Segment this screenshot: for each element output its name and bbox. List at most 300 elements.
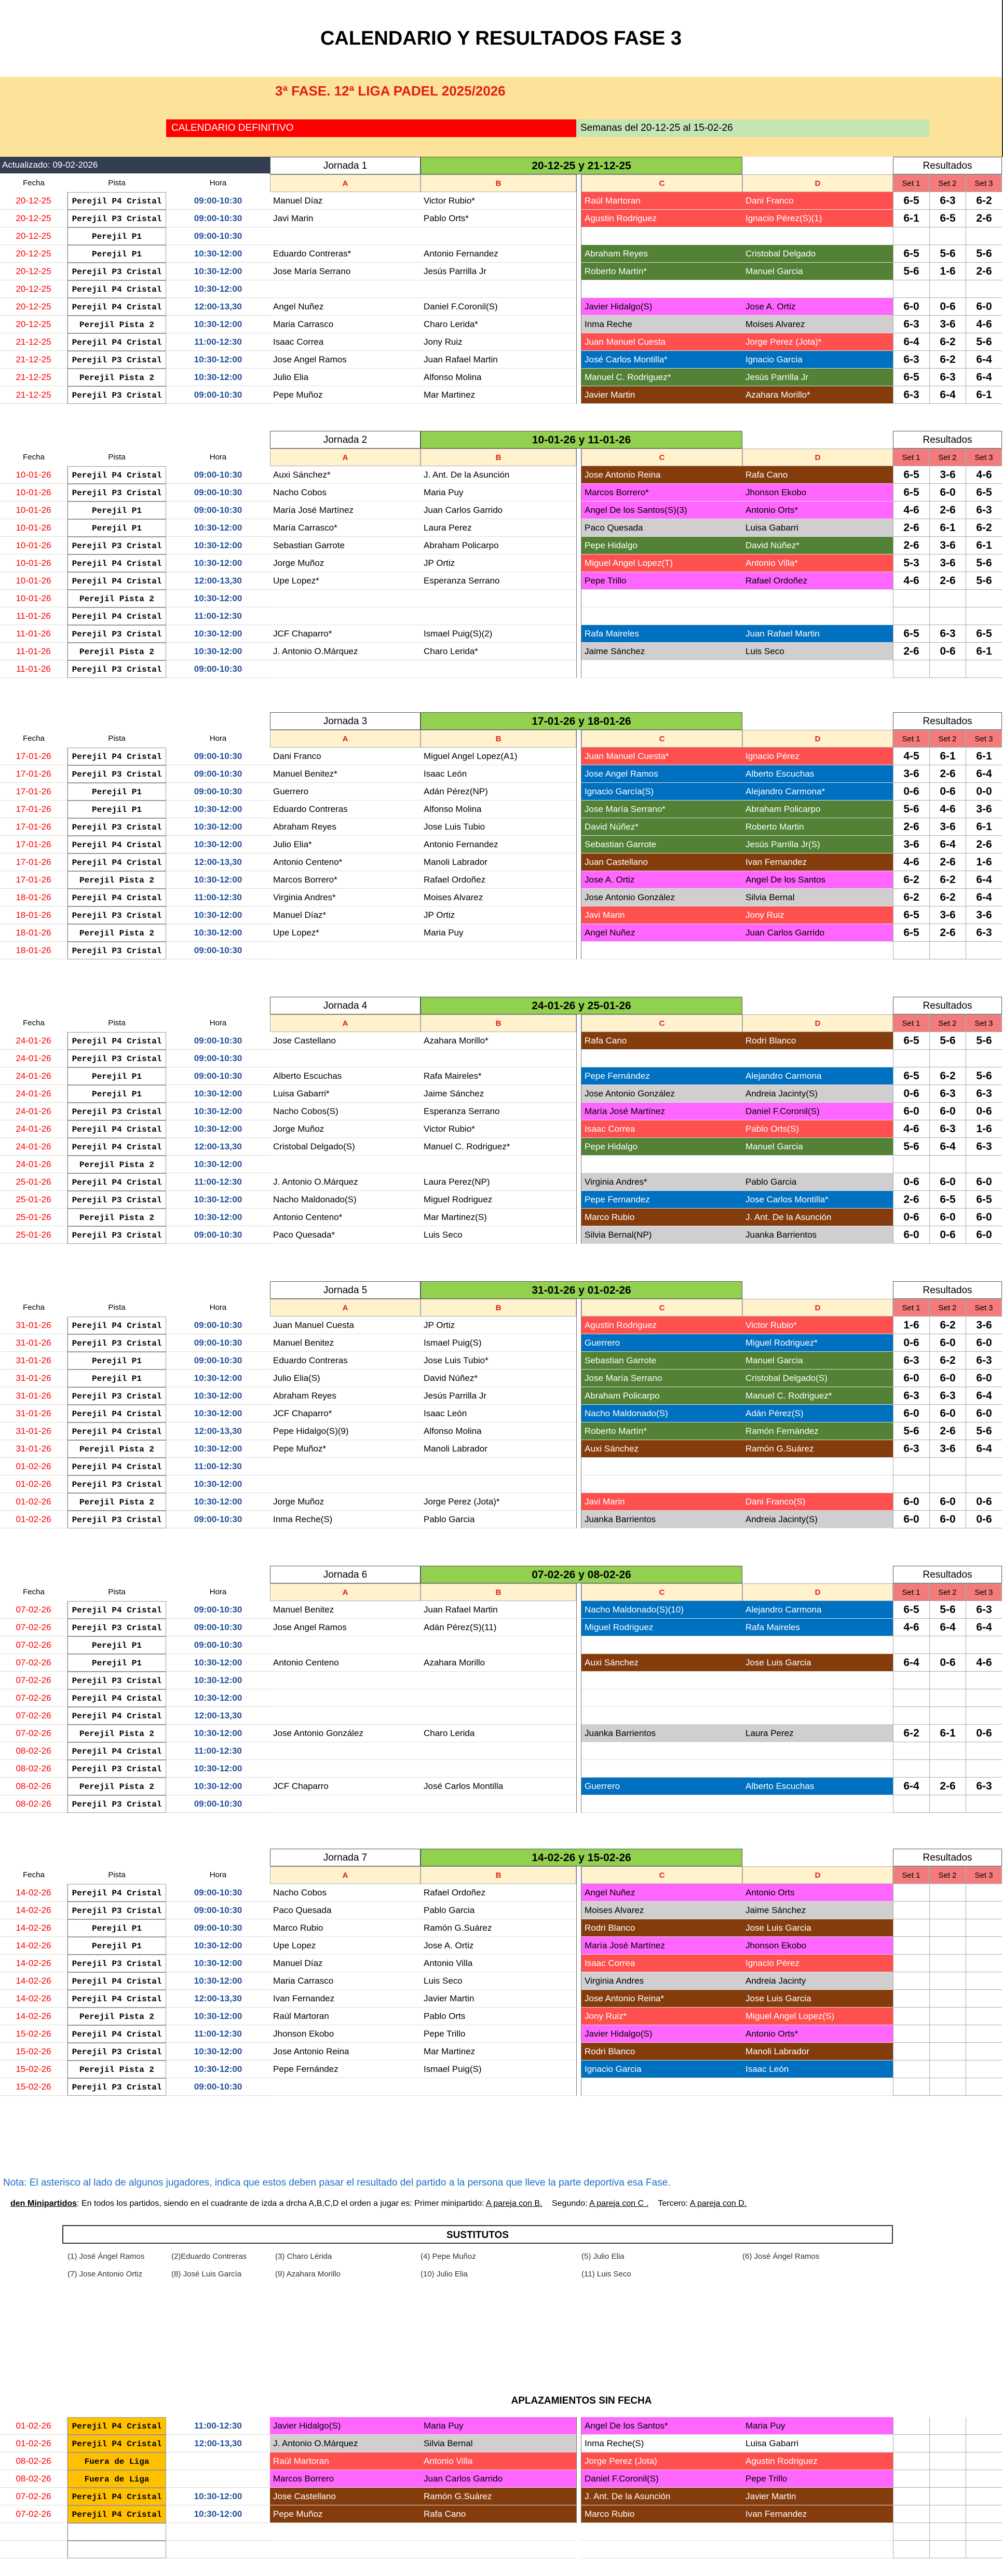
column-separator: [576, 1742, 581, 1760]
mini-c: A pareja con D.: [689, 2199, 747, 2208]
player-b: Alfonso Molina: [421, 369, 576, 386]
player-d: [742, 1475, 893, 1493]
player-a: [270, 1742, 421, 1760]
aplazamiento-row: [0, 2435, 1002, 2452]
jornada-block: [0, 997, 1002, 1244]
player-d: Luisa Gabarri: [742, 519, 893, 537]
hora-header: Hora: [209, 1019, 227, 1027]
match-date: 24-01-26: [0, 1120, 67, 1138]
set1-score: 6-4: [893, 1654, 929, 1672]
aplazamiento-row: [0, 2452, 1002, 2470]
player-c: Sebastian Garrote: [581, 1352, 742, 1370]
set3-score: [966, 1972, 1002, 1990]
player-b: Jesús Parrilla Jr: [421, 263, 576, 280]
court-name: Perejil P3 Cristal: [67, 2043, 166, 2060]
player-d: [742, 660, 893, 678]
set3-score: [966, 1050, 1002, 1067]
set2-score: 6-5: [929, 1191, 966, 1209]
player-c: Miguel Rodriguez: [581, 1619, 742, 1636]
court-name: Perejil P3 Cristal: [67, 1050, 166, 1067]
column-separator: [576, 1422, 581, 1440]
match-row: [0, 853, 1002, 871]
court-name: Perejil P4 Cristal: [67, 1689, 166, 1707]
set2-score: 3-6: [929, 316, 966, 333]
player-c: Nacho Maldonado(S): [581, 1405, 742, 1422]
player-d: Juanka Barrientos: [742, 1226, 893, 1244]
fecha-header: Fecha: [23, 1870, 45, 1879]
player-c: Abraham Policarpo: [581, 1387, 742, 1405]
court-name: Perejil P4 Cristal: [67, 836, 166, 853]
player-d: Andreia Jacinty(S): [742, 1085, 893, 1103]
player-a: Dani Franco: [270, 748, 421, 765]
match-time: 11:00-12:30: [166, 1173, 270, 1191]
set3-score: [966, 1742, 1002, 1760]
set3-score: 6-0: [966, 1209, 1002, 1226]
jornada-label: Jornada 5: [270, 1281, 421, 1299]
player-b: Ramón G.Suárez: [421, 1919, 576, 1937]
column-separator: [576, 1173, 581, 1191]
player-c: Guerrero: [581, 1778, 742, 1795]
column-separator: [576, 1317, 581, 1334]
set3-score: [966, 2008, 1002, 2025]
set2-score: 6-2: [929, 351, 966, 369]
player-c: Abraham Reyes: [581, 245, 742, 263]
player-d: Victor Rubio*: [742, 1317, 893, 1334]
match-row: [0, 1440, 1002, 1458]
player-a: J. Antonio O.Márquez: [270, 643, 421, 660]
player-a: Pepe Fernández: [270, 2060, 421, 2078]
match-date: 10-01-26: [0, 554, 67, 572]
match-row: [0, 1067, 1002, 1085]
court-name: Perejil P3 Cristal: [67, 1334, 166, 1352]
aplazamiento-court: Fuera de Liga: [67, 2452, 166, 2470]
match-time: 12:00-13,30: [166, 1422, 270, 1440]
column-separator: [576, 2470, 581, 2488]
set1-score: 3-6: [893, 836, 929, 853]
player-b: JP Ortiz: [421, 906, 576, 924]
set3-score: [966, 1672, 1002, 1689]
empty-cell: [893, 2541, 929, 2558]
hora-header: Hora: [209, 1588, 227, 1596]
column-separator: [576, 2060, 581, 2078]
court-name: Perejil P1: [67, 1636, 166, 1654]
set2-score: [929, 2025, 966, 2043]
column-separator: [576, 537, 581, 554]
empty-cell: [581, 2523, 742, 2541]
sustituto-item: (6) José Ángel Ramos: [742, 2252, 820, 2261]
player-d: Pablo Garcia: [742, 1173, 893, 1191]
match-row: [0, 369, 1002, 386]
player-a: Javier Hidalgo(S): [270, 2417, 421, 2435]
player-c: Angel Nuñez: [581, 924, 742, 942]
player-d: [742, 590, 893, 607]
aplazamiento-court: Fuera de Liga: [67, 2470, 166, 2488]
set2-score: 0-6: [929, 643, 966, 660]
set2-score: 2-6: [929, 765, 966, 783]
match-time: 10:30-12:00: [166, 801, 270, 818]
match-row: [0, 572, 1002, 590]
set3-score: 4-6: [966, 316, 1002, 333]
aplazamiento-court: Perejil P4 Cristal: [67, 2417, 166, 2435]
player-d: Moises Alvarez: [742, 316, 893, 333]
set2-score: 6-3: [929, 1387, 966, 1405]
court-name: Perejil P4 Cristal: [67, 748, 166, 765]
set2-score: 0-6: [929, 1226, 966, 1244]
aplazamientos-title: APLAZAMIENTOS SIN FECHA: [511, 2395, 652, 2406]
set2-score: [929, 1919, 966, 1937]
player-b: [421, 590, 576, 607]
match-time: 09:00-10:30: [166, 1334, 270, 1352]
match-date: 14-02-26: [0, 1884, 67, 1902]
match-date: 10-01-26: [0, 572, 67, 590]
match-row: [0, 2078, 1002, 2096]
set2-score: [929, 280, 966, 298]
c-header: C: [581, 1866, 742, 1884]
player-b: Jose A. Ortiz: [421, 1937, 576, 1955]
asterisk-note: Nota: El asterisco al lado de algunos jugadores, indica que estos deben pasar el resultado del partido a la persona que lleve la parte deportiva esa Fase.: [3, 2177, 671, 2188]
match-time: 10:30-12:00: [166, 1778, 270, 1795]
set2-score: [929, 2008, 966, 2025]
player-d: Ignacio Pérez: [742, 1955, 893, 1972]
player-c: Virginia Andres: [581, 1972, 742, 1990]
court-name: Perejil Pista 2: [67, 1209, 166, 1226]
match-date: 18-01-26: [0, 924, 67, 942]
empty-cell: [421, 2541, 576, 2558]
set2-score: [929, 1990, 966, 2008]
column-separator: [576, 1778, 581, 1795]
fecha-header: Fecha: [23, 734, 45, 743]
pista-header: Pista: [108, 1303, 126, 1312]
pista-header: Pista: [108, 453, 126, 462]
player-d: Pablo Orts(S): [742, 1120, 893, 1138]
player-b: Manuel C. Rodriguez*: [421, 1138, 576, 1156]
player-a: [270, 660, 421, 678]
aplazamiento-time: 11:00-12:30: [166, 2417, 270, 2435]
court-name: Perejil P4 Cristal: [67, 298, 166, 316]
column-separator: [576, 1191, 581, 1209]
player-b: Rafael Ordoñez: [421, 871, 576, 889]
player-a: [270, 1760, 421, 1778]
player-c: Javi Marin: [581, 1493, 742, 1511]
set2-score: 6-0: [929, 1334, 966, 1352]
player-b: Rafa Maireles*: [421, 1067, 576, 1085]
player-b: Laura Perez(NP): [421, 1173, 576, 1191]
player-a: Pepe Muñoz*: [270, 1440, 421, 1458]
match-row: [0, 227, 1002, 245]
aplazamiento-date: 08-02-26: [0, 2470, 67, 2488]
set1-score: [893, 227, 929, 245]
set3-score: 6-1: [966, 386, 1002, 404]
aplazamiento-row: [0, 2417, 1002, 2435]
set1-score: 6-5: [893, 466, 929, 484]
player-b: [421, 660, 576, 678]
player-a: [270, 607, 421, 625]
set1-score: 2-6: [893, 519, 929, 537]
player-a: Antonio Centeno*: [270, 853, 421, 871]
match-row: [0, 316, 1002, 333]
player-d: [742, 280, 893, 298]
player-c: Juanka Barrientos: [581, 1511, 742, 1528]
set2-score: [929, 590, 966, 607]
player-d: Angel De los Santos: [742, 871, 893, 889]
set3-score: 0-6: [966, 1493, 1002, 1511]
match-time: 11:00-12:30: [166, 1458, 270, 1475]
set1-score: 6-5: [893, 1032, 929, 1050]
player-b: Pablo Garcia: [421, 1902, 576, 1919]
d-header: D: [742, 730, 893, 748]
column-separator: [576, 351, 581, 369]
player-c: Manuel C. Rodriguez*: [581, 369, 742, 386]
page-header: [0, 0, 1003, 157]
match-date: 14-02-26: [0, 1972, 67, 1990]
set3-score: [966, 1760, 1002, 1778]
player-c: Angel Nuñez: [581, 1884, 742, 1902]
player-a: Abraham Reyes: [270, 818, 421, 836]
player-a: JCF Chaparro*: [270, 1405, 421, 1422]
court-name: Perejil P1: [67, 1919, 166, 1937]
player-a: [270, 2078, 421, 2096]
player-a: Pepe Hidalgo(S)(9): [270, 1422, 421, 1440]
player-d: Jose Luis Garcia: [742, 1919, 893, 1937]
column-separator: [576, 607, 581, 625]
set1-score: 6-2: [893, 871, 929, 889]
player-c: Jose Angel Ramos: [581, 765, 742, 783]
player-b: Javier Martin: [421, 1990, 576, 2008]
set2-score: 6-1: [929, 1725, 966, 1742]
player-d: Jose Luis Garcia: [742, 1654, 893, 1672]
court-name: Perejil P4 Cristal: [67, 280, 166, 298]
set1-score: 6-1: [893, 210, 929, 227]
match-row: [0, 263, 1002, 280]
set2-score: 5-6: [929, 1601, 966, 1619]
court-name: Perejil P1: [67, 1352, 166, 1370]
player-b: Jose Luis Tubio: [421, 818, 576, 836]
player-d: [742, 1672, 893, 1689]
set3-header: Set 3: [966, 1014, 1002, 1032]
match-time: 12:00-13,30: [166, 1990, 270, 2008]
match-time: 09:00-10:30: [166, 1032, 270, 1050]
court-name: Perejil Pista 2: [67, 369, 166, 386]
page-title: CALENDARIO Y RESULTADOS FASE 3: [0, 0, 1002, 77]
set1-score: [893, 1972, 929, 1990]
aplazamiento-time: [166, 2452, 270, 2470]
court-name: Perejil P4 Cristal: [67, 333, 166, 351]
set3-score: [966, 1156, 1002, 1173]
match-row: [0, 1050, 1002, 1067]
player-a: Jose Angel Ramos: [270, 351, 421, 369]
set1-score: 0-6: [893, 1209, 929, 1226]
sustituto-item: (9) Azahara Morillo: [275, 2270, 341, 2279]
player-b: Maria Puy: [421, 2417, 576, 2435]
column-separator: [576, 1654, 581, 1672]
column-separator: [576, 730, 581, 748]
set2-score: 6-3: [929, 625, 966, 643]
player-b: Luis Seco: [421, 1226, 576, 1244]
player-a: Marco Rubio: [270, 1919, 421, 1937]
jornada-header-row: [0, 157, 1002, 174]
set1-score: [893, 2060, 929, 2078]
player-c: David Núñez*: [581, 818, 742, 836]
set2-score: [929, 2452, 966, 2470]
player-b: Ismael Puig(S)(2): [421, 625, 576, 643]
player-a: [270, 227, 421, 245]
set3-score: [966, 2505, 1002, 2523]
a-header: A: [270, 174, 421, 192]
match-row: [0, 210, 1002, 227]
set2-score: [929, 2417, 966, 2435]
player-d: Cristobal Delgado: [742, 245, 893, 263]
set1-score: 6-2: [893, 1725, 929, 1742]
court-name: Perejil P1: [67, 245, 166, 263]
player-a: Eduardo Contreras: [270, 1352, 421, 1370]
set1-score: 4-6: [893, 1619, 929, 1636]
set3-score: 5-6: [966, 572, 1002, 590]
player-c: [581, 1050, 742, 1067]
column-header-row: [0, 730, 1002, 748]
player-d: Luis Seco: [742, 643, 893, 660]
court-name: Perejil P3 Cristal: [67, 537, 166, 554]
aplazamiento-court: Perejil P4 Cristal: [67, 2488, 166, 2505]
player-a: [270, 1795, 421, 1813]
match-date: 10-01-26: [0, 590, 67, 607]
player-c: Silvia Bernal(NP): [581, 1226, 742, 1244]
match-date: 25-01-26: [0, 1209, 67, 1226]
court-name: Perejil P4 Cristal: [67, 554, 166, 572]
set1-score: 6-0: [893, 1405, 929, 1422]
match-date: 14-02-26: [0, 1919, 67, 1937]
match-time: 09:00-10:30: [166, 942, 270, 959]
set2-score: 3-6: [929, 1440, 966, 1458]
court-name: Perejil P4 Cristal: [67, 2025, 166, 2043]
player-a: Upe Lopez*: [270, 572, 421, 590]
aplazamiento-time: 10:30-12:00: [166, 2488, 270, 2505]
court-name: Perejil P4 Cristal: [67, 1173, 166, 1191]
court-name: Perejil P4 Cristal: [67, 1138, 166, 1156]
set2-score: [929, 2488, 966, 2505]
player-d: Miguel Angel Lopez(S): [742, 2008, 893, 2025]
set1-score: 0-6: [893, 1173, 929, 1191]
set1-score: 6-3: [893, 351, 929, 369]
player-d: Juan Rafael Martin: [742, 625, 893, 643]
player-b: Juan Carlos Garrido: [421, 501, 576, 519]
set1-score: [893, 2025, 929, 2043]
player-b: Isaac León: [421, 765, 576, 783]
match-date: 15-02-26: [0, 2060, 67, 2078]
match-date: 24-01-26: [0, 1085, 67, 1103]
court-name: Perejil P3 Cristal: [67, 1387, 166, 1405]
column-separator: [576, 889, 581, 906]
player-a: Nacho Cobos: [270, 1884, 421, 1902]
player-a: Abraham Reyes: [270, 1387, 421, 1405]
player-c: [581, 1795, 742, 1813]
player-d: [742, 1050, 893, 1067]
set1-score: 4-6: [893, 853, 929, 871]
match-date: 07-02-26: [0, 1672, 67, 1689]
set3-score: 5-6: [966, 554, 1002, 572]
set1-score: 6-5: [893, 906, 929, 924]
match-time: 09:00-10:30: [166, 748, 270, 765]
match-time: 10:30-12:00: [166, 263, 270, 280]
resultados-label: Resultados: [893, 157, 1002, 174]
player-c: [581, 942, 742, 959]
set3-score: [966, 2470, 1002, 2488]
player-a: [270, 1050, 421, 1067]
b-header: B: [421, 1299, 576, 1317]
set2-score: 3-6: [929, 466, 966, 484]
player-b: Rafael Ordoñez: [421, 1884, 576, 1902]
set2-score: 6-4: [929, 1619, 966, 1636]
player-b: [421, 1795, 576, 1813]
match-date: 17-01-26: [0, 801, 67, 818]
match-row: [0, 351, 1002, 369]
match-time: 09:00-10:30: [166, 466, 270, 484]
match-row: [0, 554, 1002, 572]
set2-score: [929, 660, 966, 678]
match-date: 07-02-26: [0, 1601, 67, 1619]
court-name: Perejil P4 Cristal: [67, 1884, 166, 1902]
player-d: Jesús Parrilla Jr(S): [742, 836, 893, 853]
player-b: Abraham Policarpo: [421, 537, 576, 554]
player-d: Alberto Escuchas: [742, 765, 893, 783]
fecha-header: Fecha: [23, 179, 45, 187]
match-row: [0, 1725, 1002, 1742]
player-a: [270, 280, 421, 298]
column-separator: [576, 2488, 581, 2505]
set1-score: [893, 1050, 929, 1067]
set3-score: 6-4: [966, 351, 1002, 369]
match-time: 10:30-12:00: [166, 537, 270, 554]
player-c: [581, 227, 742, 245]
set3-score: 6-4: [966, 1387, 1002, 1405]
column-separator: [576, 1226, 581, 1244]
match-date: 20-12-25: [0, 192, 67, 210]
match-time: 10:30-12:00: [166, 2043, 270, 2060]
player-b: Miguel Angel Lopez(A1): [421, 748, 576, 765]
column-separator: [576, 1689, 581, 1707]
set2-score: [929, 1636, 966, 1654]
column-separator: [576, 1014, 581, 1032]
set3-score: [966, 2060, 1002, 2078]
set3-score: 5-6: [966, 1067, 1002, 1085]
match-row: [0, 245, 1002, 263]
d-header: D: [742, 1866, 893, 1884]
court-name: Perejil P4 Cristal: [67, 572, 166, 590]
match-row: [0, 607, 1002, 625]
court-name: Perejil Pista 2: [67, 2060, 166, 2078]
player-a: Antonio Centeno*: [270, 1209, 421, 1226]
empty-cell: [0, 2523, 67, 2541]
player-a: [270, 942, 421, 959]
match-time: 10:30-12:00: [166, 836, 270, 853]
player-a: [270, 590, 421, 607]
column-separator: [576, 590, 581, 607]
set1-score: 3-6: [893, 765, 929, 783]
minipartidos-note: [10, 2199, 747, 2208]
court-name: Perejil Pista 2: [67, 1493, 166, 1511]
c-header: C: [581, 1014, 742, 1032]
mini-label: den Minipartidos: [10, 2199, 77, 2208]
match-time: 10:30-12:00: [166, 1937, 270, 1955]
player-c: Javier Hidalgo(S): [581, 298, 742, 316]
player-c: Ignacio Garcia: [581, 2060, 742, 2078]
match-time: 12:00-13,30: [166, 853, 270, 871]
match-date: 01-02-26: [0, 1493, 67, 1511]
column-separator: [576, 466, 581, 484]
a-header: A: [270, 1866, 421, 1884]
match-time: 10:30-12:00: [166, 280, 270, 298]
column-separator: [576, 484, 581, 501]
player-c: Paco Quesada: [581, 519, 742, 537]
